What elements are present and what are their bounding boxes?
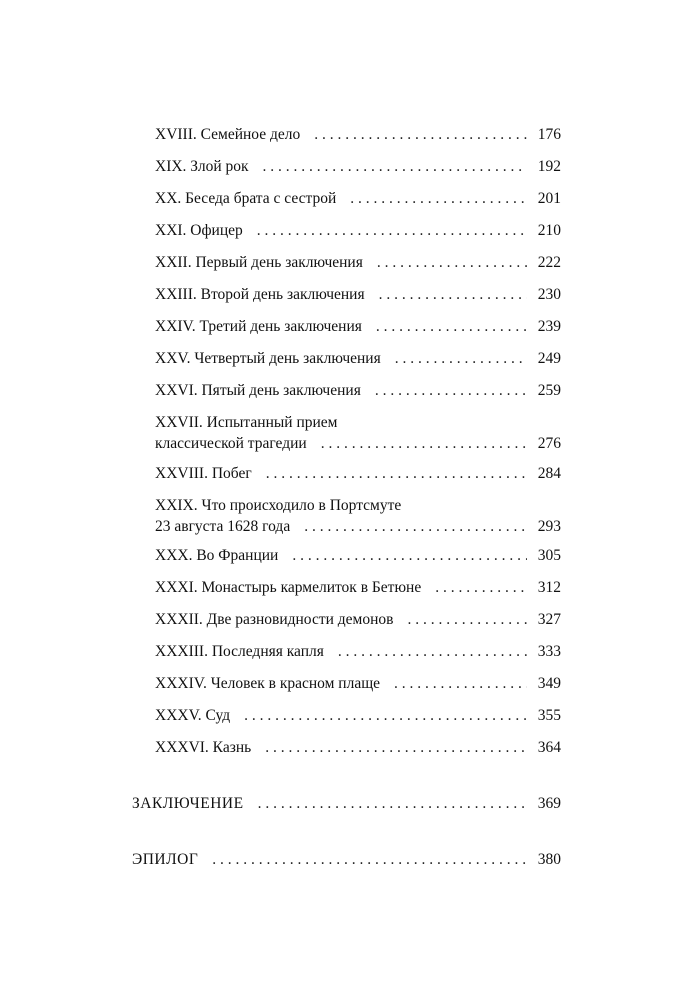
entry-page-number: 380 xyxy=(537,851,561,868)
entry-title: ЗАКЛЮЧЕНИЕ xyxy=(132,795,244,812)
toc-entry xyxy=(155,705,561,726)
entry-page-number: 249 xyxy=(537,350,561,367)
toc-entry-conclusion xyxy=(132,793,561,814)
toc-entry xyxy=(155,577,561,598)
dot-leader xyxy=(376,316,527,337)
entry-title: XVIII. Семейное дело xyxy=(155,126,301,143)
dot-leader xyxy=(244,705,527,726)
dot-leader xyxy=(321,433,527,454)
entry-title: XXII. Первый день заключения xyxy=(155,254,363,271)
entry-title: XXXV. Суд xyxy=(155,707,231,724)
entry-page-number: 284 xyxy=(537,465,561,482)
dot-leader xyxy=(304,516,527,537)
dot-leader xyxy=(314,124,527,145)
entry-page-number: 349 xyxy=(537,675,561,692)
entry-title-line2: 23 августа 1628 года xyxy=(155,518,291,535)
toc-entry xyxy=(155,348,561,369)
dot-leader xyxy=(435,577,527,598)
toc-entry xyxy=(155,284,561,305)
entry-title: XXI. Офицер xyxy=(155,222,243,239)
dot-leader xyxy=(375,380,527,401)
entry-page-number: 230 xyxy=(537,286,561,303)
toc-entry xyxy=(155,495,561,537)
dot-leader xyxy=(394,673,527,694)
entry-page-number: 293 xyxy=(537,518,561,535)
entry-page-number: 176 xyxy=(537,126,561,143)
dot-leader xyxy=(377,252,527,273)
dot-leader xyxy=(265,737,527,758)
toc-entry-epilogue xyxy=(132,849,561,870)
entry-page-number: 355 xyxy=(537,707,561,724)
entry-page-number: 333 xyxy=(537,643,561,660)
entry-page-number: 222 xyxy=(537,254,561,271)
entry-title: XXV. Четвертый день заключения xyxy=(155,350,381,367)
entry-title-line1: XXVII. Испытанный прием xyxy=(155,414,338,431)
toc-entry xyxy=(155,545,561,566)
toc-entry xyxy=(155,316,561,337)
dot-leader xyxy=(350,188,527,209)
dot-leader xyxy=(258,793,527,814)
dot-leader xyxy=(407,609,527,630)
entry-title: XXXII. Две разновидности демонов xyxy=(155,611,394,628)
entry-title: ЭПИЛОГ xyxy=(132,851,199,868)
toc-entry xyxy=(155,188,561,209)
dot-leader xyxy=(263,156,527,177)
toc-entry xyxy=(155,673,561,694)
toc-entry xyxy=(155,252,561,273)
toc-entry xyxy=(155,641,561,662)
entry-title: XXVI. Пятый день заключения xyxy=(155,382,361,399)
dot-leader xyxy=(379,284,527,305)
toc-entry xyxy=(155,220,561,241)
entry-page-number: 239 xyxy=(537,318,561,335)
toc-entry xyxy=(155,380,561,401)
entry-title: XXIII. Второй день заключения xyxy=(155,286,365,303)
entry-title: XXXVI. Казнь xyxy=(155,739,252,756)
toc-entry xyxy=(155,609,561,630)
entry-page-number: 210 xyxy=(537,222,561,239)
entry-title: XX. Беседа брата с сестрой xyxy=(155,190,337,207)
entry-title: XXIV. Третий день заключения xyxy=(155,318,362,335)
entry-page-number: 327 xyxy=(537,611,561,628)
entry-title-line2: классической трагедии xyxy=(155,435,307,452)
entry-title: XXXIII. Последняя капля xyxy=(155,643,324,660)
entry-page-number: 259 xyxy=(537,382,561,399)
entry-page-number: 276 xyxy=(537,435,561,452)
entry-page-number: 192 xyxy=(537,158,561,175)
entry-page-number: 201 xyxy=(537,190,561,207)
dot-leader xyxy=(338,641,527,662)
entry-page-number: 369 xyxy=(537,795,561,812)
dot-leader xyxy=(292,545,527,566)
dot-leader xyxy=(212,849,527,870)
entry-title: XXXIV. Человек в красном плаще xyxy=(155,675,381,692)
dot-leader xyxy=(266,463,527,484)
toc-entry xyxy=(155,124,561,145)
entry-title: XXXI. Монастырь кармелиток в Бетюне xyxy=(155,579,422,596)
toc-entry xyxy=(155,412,561,454)
entry-page-number: 312 xyxy=(537,579,561,596)
entry-page-number: 364 xyxy=(537,739,561,756)
entry-page-number: 305 xyxy=(537,547,561,564)
dot-leader xyxy=(257,220,527,241)
dot-leader xyxy=(395,348,527,369)
toc-entry xyxy=(155,737,561,758)
entry-title: XXVIII. Побег xyxy=(155,465,252,482)
entry-title-line1: XXIX. Что происходило в Портсмуте xyxy=(155,497,402,514)
toc-entry xyxy=(155,463,561,484)
toc-entry xyxy=(155,156,561,177)
entry-title: XIX. Злой рок xyxy=(155,158,249,175)
entry-title: XXX. Во Франции xyxy=(155,547,279,564)
